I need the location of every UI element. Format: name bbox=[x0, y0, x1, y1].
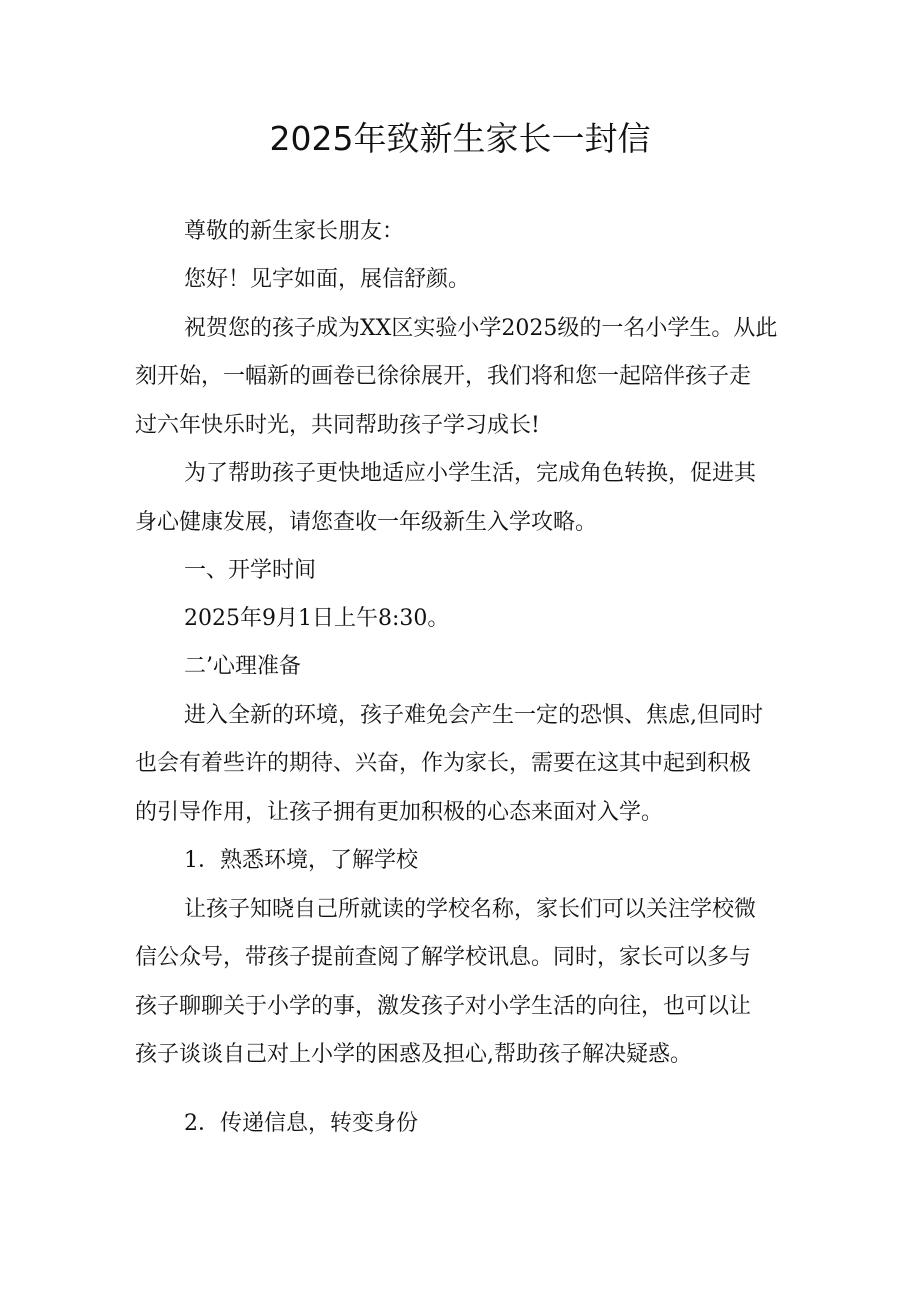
paragraph-line: 为了帮助孩子更快地适应小学生活，完成角色转换，促进其 bbox=[184, 461, 757, 486]
subsection-heading: 2．传递信息，转变身份 bbox=[184, 1111, 418, 1136]
paragraph-line: 身心健康发展，请您查收一年级新生入学攻略。 bbox=[135, 510, 598, 535]
paragraph-line: 祝贺您的孩子成为XX区实验小学2025级的一名小学生。从此 bbox=[184, 316, 778, 341]
paragraph-line: 孩子聊聊关于小学的事，激发孩子对小学生活的向往，也可以让 bbox=[135, 994, 752, 1019]
document-title: 2025年致新生家长一封信 bbox=[269, 119, 651, 158]
paragraph-line: 信公众号，带孩子提前查阅了解学校讯息。同时，家长可以多与 bbox=[135, 945, 752, 970]
greeting: 您好！见字如面，展信舒颜。 bbox=[184, 267, 471, 292]
section-heading: 二’心理准备 bbox=[184, 654, 301, 679]
paragraph-line: 过六年快乐时光，共同帮助孩子学习成长! bbox=[135, 413, 540, 438]
paragraph-line: 进入全新的环境，孩子难免会产生一定的恐惧、焦虑,但同时 bbox=[184, 703, 763, 728]
paragraph-line: 刻开始，一幅新的画卷已徐徐展开，我们将和您一起陪伴孩子走 bbox=[135, 364, 752, 389]
subsection-heading: 1．熟悉环境，了解学校 bbox=[184, 848, 418, 873]
paragraph-line: 的引导作用，让孩子拥有更加积极的心态来面对入学。 bbox=[135, 800, 664, 825]
paragraph-line: 2025年9月1日上午8:30。 bbox=[184, 606, 450, 631]
paragraph-line: 孩子谈谈自己对上小学的困惑及担心,帮助孩子解决疑惑。 bbox=[135, 1042, 692, 1067]
paragraph-line: 让孩子知晓自己所就读的学校名称，家长们可以关注学校微 bbox=[184, 897, 757, 922]
paragraph-line: 也会有着些许的期待、兴奋，作为家长，需要在这其中起到积极 bbox=[135, 751, 752, 776]
section-heading: 一、开学时间 bbox=[184, 558, 317, 583]
salutation: 尊敬的新生家长朋友： bbox=[184, 219, 405, 244]
